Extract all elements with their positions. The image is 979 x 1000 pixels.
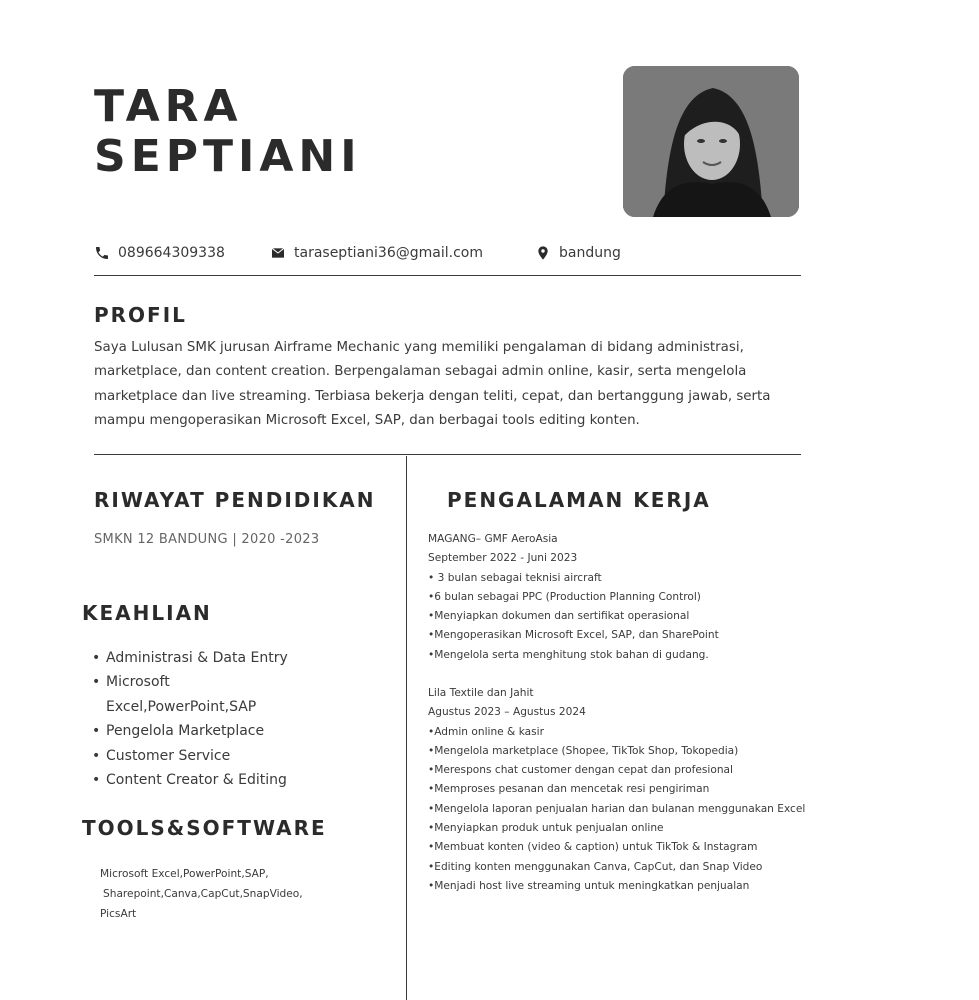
education-entry: SMKN 12 BANDUNG | 2020 -2023 xyxy=(94,532,320,547)
job-duty: •Mengelola marketplace (Shopee, TikTok Shop, Tokopedia) xyxy=(428,744,739,757)
tools-text xyxy=(100,864,360,924)
job-duty: •Mengelola serta menghitung stok bahan di gudang. xyxy=(428,648,709,661)
contact-phone xyxy=(94,242,225,264)
job-duty: •Memproses pesanan dan mencetak resi pengiriman xyxy=(428,783,710,796)
job-duty: •Menjadi host live streaming untuk meningkatkan penjualan xyxy=(428,879,750,892)
experience-title: PENGALAMAN KERJA xyxy=(447,488,711,512)
contact-email xyxy=(270,242,483,264)
profile-photo xyxy=(623,66,799,217)
job-duty: • 3 bulan sebagai teknisi aircraft xyxy=(428,571,602,584)
column-divider xyxy=(406,456,407,1000)
divider-profile xyxy=(94,454,801,455)
candidate-name xyxy=(94,82,362,182)
skill-item: • Content Creator & Editing xyxy=(92,768,392,792)
contact-location xyxy=(535,242,621,264)
portrait-image xyxy=(623,66,799,217)
tools-line: Microsoft Excel,PowerPoint,SAP, xyxy=(100,868,269,880)
job-duty: •Admin online & kasir xyxy=(428,725,544,738)
job-gmf xyxy=(428,530,868,665)
education-title: RIWAYAT PENDIDIKAN xyxy=(94,488,376,512)
skills-title: KEAHLIAN xyxy=(82,601,212,625)
job-duty: •Menyiapkan produk untuk penjualan online xyxy=(428,822,664,835)
job-company: Lila Textile dan Jahit xyxy=(428,687,534,699)
phone-number: 089664309338 xyxy=(118,245,225,261)
job-duty: •6 bulan sebagai PPC (Production Planning Control) xyxy=(428,590,701,603)
mail-icon xyxy=(270,245,286,261)
name-line-2: SEPTIANI xyxy=(94,131,362,182)
divider-contact xyxy=(94,275,801,276)
email-address: taraseptiani36@gmail.com xyxy=(294,245,483,261)
job-period: Agustus 2023 – Agustus 2024 xyxy=(428,706,586,719)
job-period: September 2022 - Juni 2023 xyxy=(428,552,578,565)
job-duty: •Membuat konten (video & caption) untuk TikTok & Instagram xyxy=(428,841,758,854)
phone-icon xyxy=(94,245,110,261)
skill-item: • Microsoft Excel,PowerPoint,SAP xyxy=(92,670,276,719)
job-duty: •Mengelola laporan penjualan harian dan bulanan menggunakan Excel xyxy=(428,802,806,815)
tools-title: TOOLS&SOFTWARE xyxy=(82,816,327,840)
location-text: bandung xyxy=(559,245,621,261)
name-line-1: TARA xyxy=(94,81,243,132)
tools-line: PicsArt xyxy=(100,908,137,920)
job-duty: •Merespons chat customer dengan cepat dan profesional xyxy=(428,764,733,777)
location-pin-icon xyxy=(535,245,551,261)
job-lila-textile xyxy=(428,684,868,896)
skill-item: • Administrasi & Data Entry xyxy=(92,646,392,670)
job-duty: •Menyiapkan dokumen dan sertifikat operasional xyxy=(428,610,690,623)
job-duty: •Mengoperasikan Microsoft Excel, SAP, dan SharePoint xyxy=(428,629,719,642)
profile-text: Saya Lulusan SMK jurusan Airframe Mechanic yang memiliki pengalaman di bidang administrasi, marketplace, dan content creation. Berpengalaman sebagai admin online, kasir, serta mengelola marketplace dan live streaming. Terbiasa bekerja dengan teliti, cepat, dan bertanggung jawab, serta mampu mengoperasikan Microsoft Excel, SAP, dan berbagai tools editing konten. xyxy=(94,340,771,429)
skill-item: • Pengelola Marketplace xyxy=(92,719,392,743)
tools-line: Sharepoint,Canva,CapCut,SnapVideo, xyxy=(103,888,303,900)
job-company: MAGANG– GMF AeroAsia xyxy=(428,533,558,545)
skill-item: • Customer Service xyxy=(92,744,392,768)
job-duty: •Editing konten menggunakan Canva, CapCut, dan Snap Video xyxy=(428,860,763,873)
profile-title: PROFIL xyxy=(94,303,187,327)
skills-list xyxy=(92,646,392,792)
